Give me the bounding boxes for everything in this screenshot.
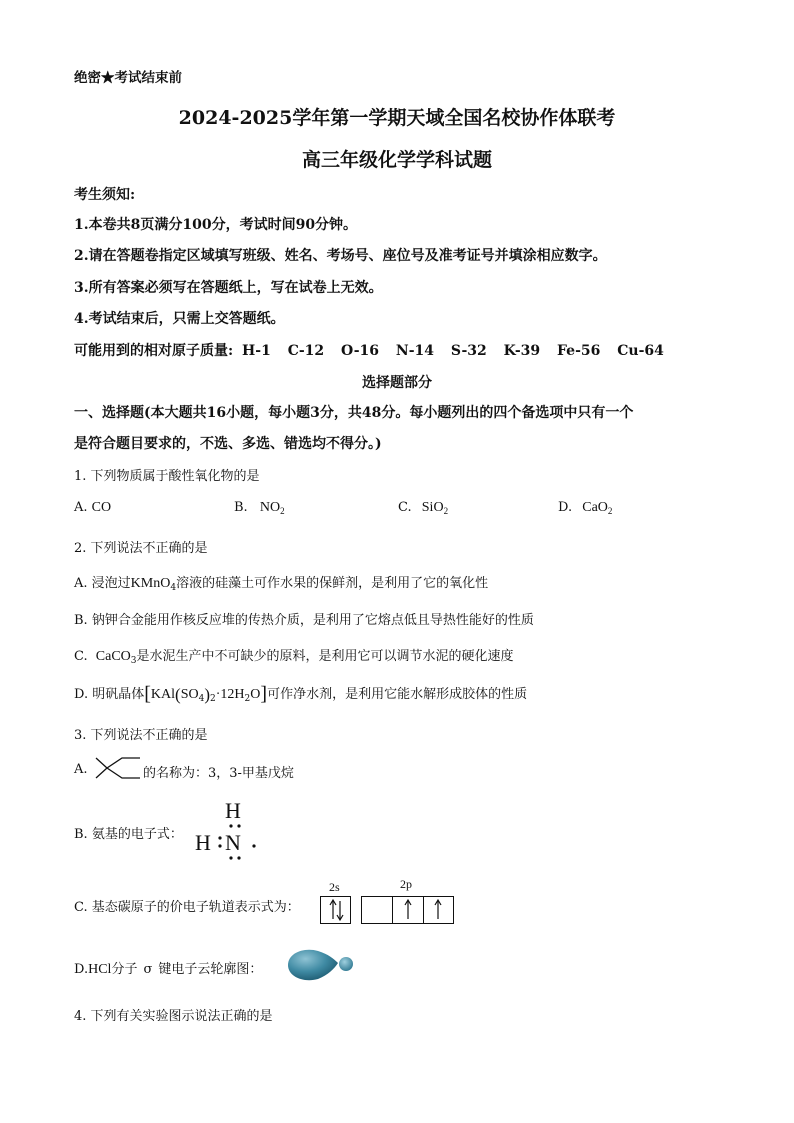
amino-h-top: H [225,798,241,823]
electron-cloud-icon [284,945,356,985]
q3-stem: 3. 下列说法不正确的是 [74,728,208,743]
q3-option-a-label: A. [74,762,88,777]
q1-stem: 1. 下列物质属于酸性氧化物的是 [74,469,260,484]
atomic-mass-c: C-12 [287,343,325,359]
q1-option-a: A. CO [74,500,112,515]
note-item-4: 4.考试结束后，只需上交答题纸。 [74,311,285,327]
atomic-mass-cu: Cu-64 [617,343,664,359]
section-instruction-1: 一、选择题(本大题共16小题，每小题3分，共48分。每小题列出的四个备选项中只有一个 [74,405,634,421]
section-instruction-2: 是符合题目要求的，不选、多选、错选均不得分。) [74,436,382,452]
q4-stem: 4. 下列有关实验图示说法正确的是 [74,1009,273,1024]
q1-option-b: B. $NO_2$ [234,500,285,516]
electron-dots-icon [214,820,264,862]
q1-option-c: C. SiO$_2$ [398,500,449,516]
q2-option-b: B. 钠钾合金能用作核反应堆的传热介质，是利用了它熔点低且导热性能好的性质 [74,613,534,628]
q3-option-b-label: B. 氨基的电子式： [74,827,183,842]
q3-option-c-label: C. 基态碳原子的价电子轨道表示式为： [74,900,300,915]
atomic-masses-line [74,340,664,360]
atomic-mass-n: N-14 [395,343,434,359]
note-item-2: 2.请在答题卷指定区域填写班级、姓名、考场号、座位号及准考证号并填涂相应数字。 [74,248,607,264]
atomic-mass-fe: Fe-56 [557,343,601,359]
q2-option-c: C. CaCO$_3$是水泥生产中不可缺少的原料，是利用它可以调节水泥的硬化速度 [74,649,514,666]
confidential-mark: 绝密★考试结束前 [74,70,182,86]
skeletal-structure-icon [94,756,142,780]
notes-heading: 考生须知: [74,187,136,203]
orbital-2p-label: 2p [400,877,412,891]
orbital-2s-label: 2s [329,880,340,894]
orbital-2p-box [361,896,454,924]
arrow-up-icon [423,897,454,923]
q2-option-a: A. 浸泡过KMnO$_4$溶液的硅藻土可作水果的保鲜剂，是利用了它的氧化性 [74,576,489,593]
atomic-mass-o: O-16 [341,343,380,359]
orbital-2s-box [320,896,351,924]
arrow-up-icon [393,897,424,923]
arrow-up-down-icon [321,897,352,923]
exam-title: 2024-2025学年第一学期天域全国名校协作体联考 [178,107,616,129]
exam-subtitle: 高三年级化学学科试题 [301,149,492,171]
q3-option-a-text: 的名称为：3，3-甲基戊烷 [143,766,294,781]
atomic-mass-s: S-32 [450,343,487,359]
q2-stem: 2. 下列说法不正确的是 [74,541,208,556]
q2-option-d: D. 明矾晶体$[KAl(SO_4)_2\cdot 12H_2O]$可作净水剂，是利用它能水解形成胶体的性质 [74,683,528,705]
atomic-mass-h: H-1 [242,343,271,359]
amino-h-left: H [195,830,211,855]
q3-option-d: D.HCl分子 σ 键电子云轮廓图： [74,962,263,977]
section-title: 选择题部分 [362,375,432,391]
atomic-mass-k: K-39 [503,343,541,359]
note-item-1: 1.本卷共8页满分100分，考试时间90分钟。 [74,217,358,233]
atomic-masses-label: 可能用到的相对原子质量: [74,343,234,359]
amino-n: N [225,830,241,855]
note-item-3: 3.所有答案必须写在答题纸上，写在试卷上无效。 [74,280,383,296]
q1-option-d: D. CaO$_2$ [558,500,613,516]
